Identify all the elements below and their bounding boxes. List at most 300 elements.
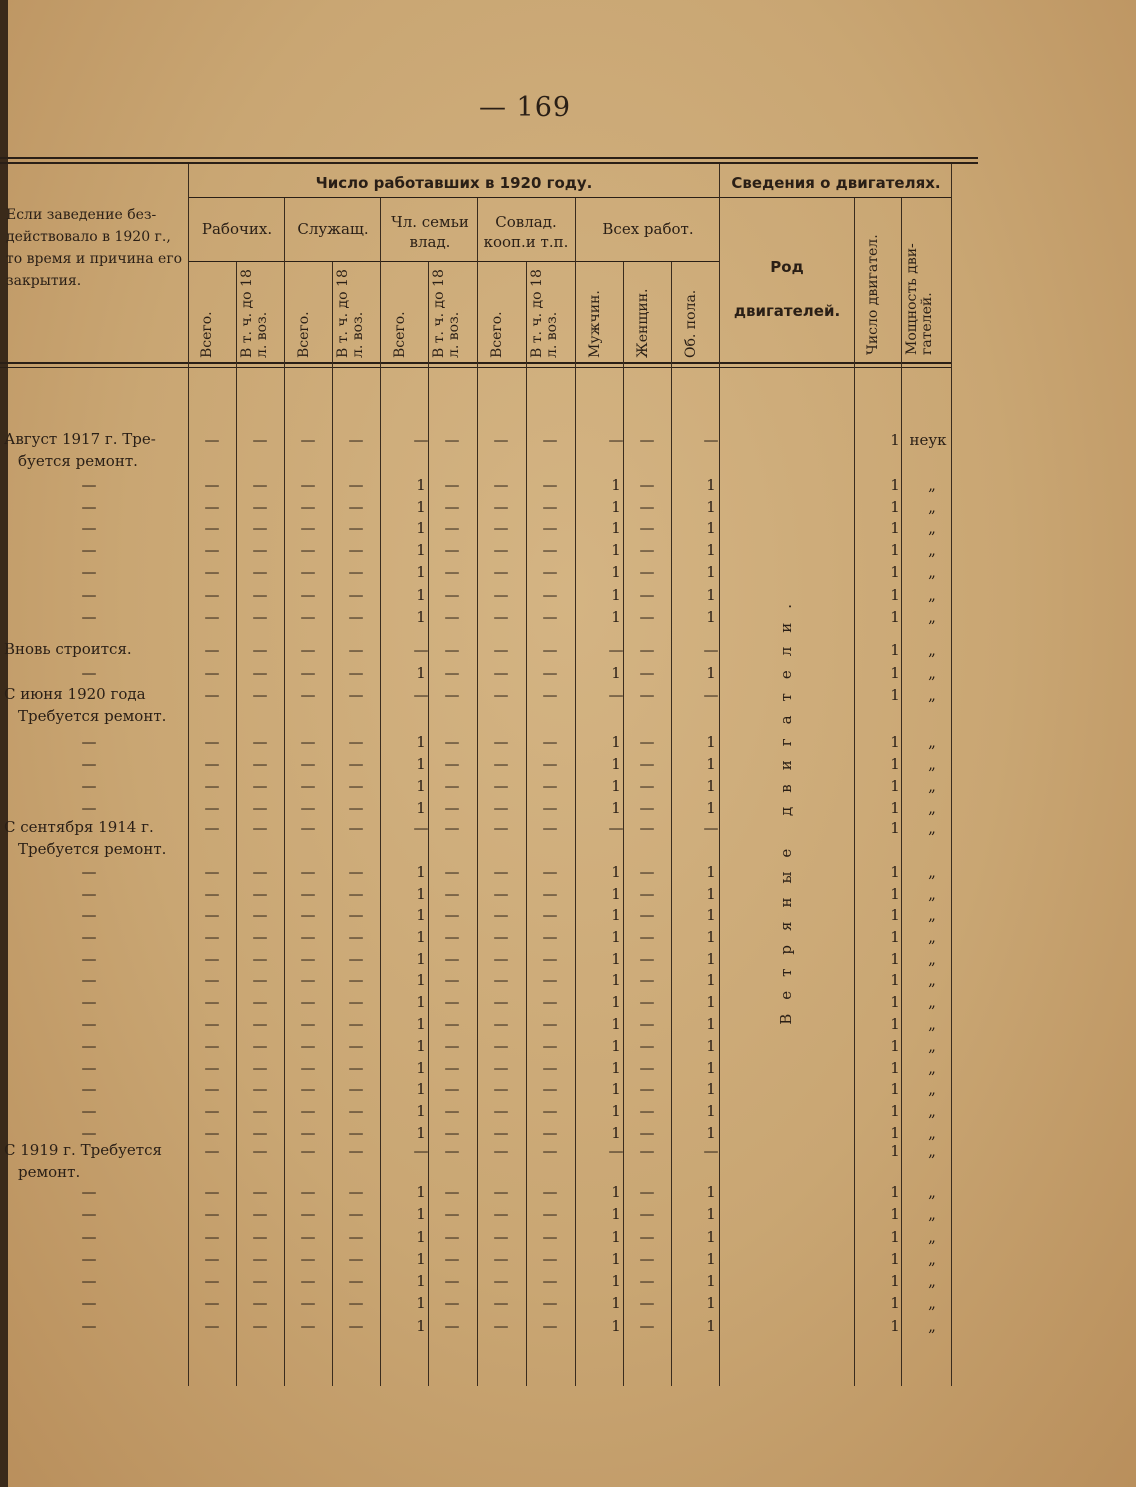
- table-cell: —: [204, 431, 220, 449]
- closure-note-line2: ремонт.: [18, 1163, 81, 1181]
- table-cell: —: [493, 777, 509, 795]
- table-cell: —: [444, 1015, 460, 1033]
- engine-count-cell: 1: [890, 799, 900, 817]
- rule-under-group: [188, 197, 952, 198]
- table-cell: —: [204, 608, 220, 626]
- table-cell: 1: [611, 1102, 621, 1120]
- engine-count-cell: 1: [890, 664, 900, 682]
- table-row: [0, 1102, 960, 1123]
- table-cell: —: [300, 541, 316, 559]
- table-cell: 1: [706, 476, 716, 494]
- table-cell: —: [348, 1037, 364, 1055]
- engine-power-cell: „: [928, 586, 936, 604]
- table-cell: —: [300, 799, 316, 817]
- table-cell: 1: [611, 1294, 621, 1312]
- engine-power-cell: „: [928, 1080, 936, 1098]
- table-cell: 1: [611, 799, 621, 817]
- closure-note-dash: —: [81, 1183, 97, 1201]
- table-cell: 1: [416, 950, 426, 968]
- table-cell: —: [639, 1037, 655, 1055]
- table-cell: —: [639, 586, 655, 604]
- table-cell: —: [348, 755, 364, 773]
- table-cell: —: [348, 863, 364, 881]
- table-cell: 1: [416, 733, 426, 751]
- engine-power-cell: „: [928, 1037, 936, 1055]
- table-cell: —: [300, 1294, 316, 1312]
- hdr-coowners-minors: В т. ч. до 18 л. воз.: [529, 269, 560, 358]
- table-cell: 1: [611, 1183, 621, 1201]
- table-cell: —: [639, 885, 655, 903]
- table-cell: —: [204, 1080, 220, 1098]
- closure-note-dash: —: [81, 906, 97, 924]
- table-cell: —: [444, 777, 460, 795]
- closure-note-dash: —: [81, 950, 97, 968]
- table-cell: —: [542, 863, 558, 881]
- table-row: [0, 541, 960, 562]
- table-cell: 1: [611, 1205, 621, 1223]
- engine-count-cell: 1: [890, 1294, 900, 1312]
- table-cell: —: [252, 498, 268, 516]
- engine-power-cell: „: [928, 1015, 936, 1033]
- table-cell: —: [703, 641, 719, 659]
- table-cell: —: [252, 1250, 268, 1268]
- table-cell: —: [252, 819, 268, 837]
- table-row: [0, 1317, 960, 1338]
- engine-power-cell: „: [928, 1124, 936, 1142]
- table-cell: —: [444, 563, 460, 581]
- table-row: [0, 685, 960, 725]
- engine-count-cell: 1: [890, 777, 900, 795]
- table-cell: 1: [416, 1228, 426, 1246]
- table-cell: —: [413, 431, 429, 449]
- table-cell: —: [204, 819, 220, 837]
- engine-power-cell: „: [928, 1102, 936, 1120]
- table-cell: —: [300, 431, 316, 449]
- table-cell: —: [444, 1317, 460, 1335]
- closure-note-dash: —: [81, 1037, 97, 1055]
- table-cell: —: [444, 993, 460, 1011]
- engine-power-cell: „: [928, 993, 936, 1011]
- table-cell: —: [348, 1142, 364, 1160]
- table-cell: 1: [611, 777, 621, 795]
- table-cell: —: [639, 431, 655, 449]
- table-cell: —: [493, 863, 509, 881]
- table-cell: —: [252, 641, 268, 659]
- closure-note-dash: —: [81, 476, 97, 494]
- engine-count-cell: 1: [890, 498, 900, 516]
- closure-note-dash: —: [81, 1272, 97, 1290]
- table-cell: —: [252, 1228, 268, 1246]
- table-cell: —: [204, 1037, 220, 1055]
- table-row: [0, 1059, 960, 1080]
- table-cell: —: [542, 777, 558, 795]
- table-cell: —: [252, 863, 268, 881]
- table-cell: 1: [416, 1102, 426, 1120]
- table-cell: —: [444, 799, 460, 817]
- table-cell: 1: [416, 885, 426, 903]
- table-cell: 1: [611, 1124, 621, 1142]
- table-cell: —: [252, 1102, 268, 1120]
- table-cell: —: [639, 519, 655, 537]
- engine-power-cell: „: [928, 563, 936, 581]
- engine-power-cell: „: [928, 863, 936, 881]
- table-cell: —: [348, 733, 364, 751]
- table-cell: 1: [706, 664, 716, 682]
- table-cell: —: [542, 906, 558, 924]
- engine-count-cell: 1: [890, 971, 900, 989]
- table-cell: —: [444, 1059, 460, 1077]
- table-cell: —: [348, 777, 364, 795]
- table-cell: —: [444, 1272, 460, 1290]
- table-cell: —: [204, 498, 220, 516]
- table-cell: —: [542, 1080, 558, 1098]
- hdr-both: Об. пола.: [683, 289, 699, 358]
- table-cell: —: [444, 586, 460, 604]
- table-cell: —: [444, 1037, 460, 1055]
- hdr-engine-count: Число двигател.: [865, 234, 881, 355]
- table-cell: —: [348, 1102, 364, 1120]
- table-cell: —: [204, 733, 220, 751]
- table-row: [0, 1272, 960, 1293]
- engine-count-cell: 1: [890, 906, 900, 924]
- table-cell: 1: [611, 498, 621, 516]
- table-cell: 1: [706, 906, 716, 924]
- table-cell: —: [639, 993, 655, 1011]
- engine-power-cell: „: [928, 799, 936, 817]
- table-cell: 1: [611, 755, 621, 773]
- table-cell: —: [300, 1272, 316, 1290]
- closure-note-dash: —: [81, 1228, 97, 1246]
- table-row: [0, 498, 960, 519]
- table-cell: —: [639, 863, 655, 881]
- table-cell: 1: [706, 799, 716, 817]
- engine-count-cell: 1: [890, 928, 900, 946]
- table-cell: —: [493, 799, 509, 817]
- table-cell: —: [252, 1037, 268, 1055]
- table-row: [0, 971, 960, 992]
- table-cell: —: [252, 1317, 268, 1335]
- table-cell: —: [493, 1037, 509, 1055]
- table-cell: —: [348, 1250, 364, 1268]
- engine-count-cell: 1: [890, 1183, 900, 1201]
- table-cell: —: [204, 1142, 220, 1160]
- table-cell: 1: [416, 1037, 426, 1055]
- table-cell: —: [300, 608, 316, 626]
- table-cell: —: [300, 733, 316, 751]
- table-cell: —: [348, 608, 364, 626]
- engine-power-cell: „: [928, 928, 936, 946]
- table-cell: —: [300, 1205, 316, 1223]
- table-cell: —: [639, 563, 655, 581]
- engine-count-cell: 1: [890, 1124, 900, 1142]
- table-cell: 1: [706, 1317, 716, 1335]
- table-cell: 1: [611, 906, 621, 924]
- closure-note-dash: —: [81, 863, 97, 881]
- table-cell: —: [542, 498, 558, 516]
- table-row: [0, 950, 960, 971]
- table-cell: —: [444, 1294, 460, 1312]
- table-cell: —: [542, 686, 558, 704]
- table-cell: 1: [611, 1250, 621, 1268]
- table-cell: —: [493, 563, 509, 581]
- closure-note-dash: —: [81, 1102, 97, 1120]
- table-cell: —: [444, 906, 460, 924]
- table-cell: —: [444, 1228, 460, 1246]
- engine-count-cell: 1: [890, 819, 900, 837]
- table-cell: —: [204, 1228, 220, 1246]
- hdr-workers-total: Всего.: [199, 311, 215, 358]
- table-cell: 1: [611, 863, 621, 881]
- table-cell: —: [493, 733, 509, 751]
- table-cell: 1: [416, 993, 426, 1011]
- engine-count-cell: 1: [890, 1142, 900, 1160]
- table-cell: —: [300, 1102, 316, 1120]
- closure-note-dash: —: [81, 1015, 97, 1033]
- table-cell: —: [639, 664, 655, 682]
- table-cell: —: [204, 906, 220, 924]
- table-cell: —: [348, 971, 364, 989]
- table-cell: —: [252, 928, 268, 946]
- table-cell: —: [639, 777, 655, 795]
- table-row: [0, 1205, 960, 1226]
- engine-count-cell: 1: [890, 1059, 900, 1077]
- table-cell: —: [204, 1294, 220, 1312]
- table-cell: —: [493, 1317, 509, 1335]
- table-cell: —: [300, 1080, 316, 1098]
- table-cell: 1: [706, 777, 716, 795]
- table-cell: —: [639, 641, 655, 659]
- table-cell: 1: [416, 928, 426, 946]
- table-cell: —: [444, 519, 460, 537]
- table-cell: —: [348, 1205, 364, 1223]
- table-cell: 1: [416, 563, 426, 581]
- closure-note-dash: —: [81, 664, 97, 682]
- closure-note-dash: —: [81, 586, 97, 604]
- table-cell: —: [444, 608, 460, 626]
- engine-count-cell: 1: [890, 1037, 900, 1055]
- table-cell: —: [639, 608, 655, 626]
- table-cell: —: [252, 1183, 268, 1201]
- table-cell: —: [204, 476, 220, 494]
- table-cell: 1: [706, 863, 716, 881]
- table-cell: —: [542, 755, 558, 773]
- table-row: [0, 1294, 960, 1315]
- closure-note-dash: —: [81, 799, 97, 817]
- table-cell: —: [639, 1250, 655, 1268]
- table-cell: —: [608, 641, 624, 659]
- table-cell: 1: [416, 1183, 426, 1201]
- engine-power-cell: „: [928, 498, 936, 516]
- table-cell: —: [703, 431, 719, 449]
- table-cell: —: [542, 1037, 558, 1055]
- table-cell: —: [348, 519, 364, 537]
- table-cell: —: [542, 1142, 558, 1160]
- rule-under-header: [0, 362, 952, 364]
- table-cell: —: [204, 799, 220, 817]
- table-cell: 1: [611, 1015, 621, 1033]
- table-cell: —: [204, 1124, 220, 1142]
- table-cell: —: [300, 993, 316, 1011]
- table-cell: —: [542, 1250, 558, 1268]
- table-cell: —: [493, 1102, 509, 1120]
- table-row: [0, 430, 960, 470]
- table-cell: 1: [611, 1080, 621, 1098]
- table-cell: —: [542, 541, 558, 559]
- table-cell: —: [639, 755, 655, 773]
- table-cell: —: [348, 586, 364, 604]
- table-cell: 1: [706, 950, 716, 968]
- engine-count-cell: 1: [890, 1250, 900, 1268]
- closure-note-dash: —: [81, 1059, 97, 1077]
- table-cell: 1: [416, 498, 426, 516]
- closure-note-dash: —: [81, 1080, 97, 1098]
- table-cell: —: [300, 755, 316, 773]
- table-row: [0, 1250, 960, 1271]
- table-cell: —: [639, 1015, 655, 1033]
- engine-count-cell: 1: [890, 993, 900, 1011]
- table-cell: —: [639, 476, 655, 494]
- closure-note-line2: буется ремонт.: [18, 452, 138, 470]
- table-cell: —: [300, 586, 316, 604]
- table-cell: —: [300, 498, 316, 516]
- table-cell: —: [252, 799, 268, 817]
- table-row: [0, 1015, 960, 1036]
- engine-power-cell: „: [928, 1142, 936, 1160]
- table-cell: —: [542, 971, 558, 989]
- engine-power-cell: „: [928, 755, 936, 773]
- table-cell: 1: [611, 1272, 621, 1290]
- table-cell: —: [639, 1205, 655, 1223]
- table-cell: —: [252, 476, 268, 494]
- engine-count-cell: 1: [890, 1272, 900, 1290]
- hdr-men: Мужчин.: [587, 290, 603, 358]
- table-cell: 1: [611, 563, 621, 581]
- table-cell: —: [493, 1294, 509, 1312]
- table-cell: —: [252, 1080, 268, 1098]
- table-row: [0, 733, 960, 754]
- engine-power-cell: „: [928, 950, 936, 968]
- table-cell: —: [542, 1183, 558, 1201]
- table-cell: 1: [611, 1228, 621, 1246]
- table-cell: 1: [611, 950, 621, 968]
- table-cell: —: [300, 641, 316, 659]
- table-cell: —: [639, 950, 655, 968]
- table-cell: 1: [416, 1317, 426, 1335]
- table-cell: —: [348, 686, 364, 704]
- table-cell: —: [542, 733, 558, 751]
- table-cell: —: [639, 819, 655, 837]
- table-cell: —: [252, 777, 268, 795]
- table-cell: —: [444, 498, 460, 516]
- table-cell: 1: [706, 971, 716, 989]
- table-row: [0, 1228, 960, 1249]
- table-cell: —: [608, 819, 624, 837]
- table-cell: —: [444, 1102, 460, 1120]
- table-cell: —: [542, 1059, 558, 1077]
- table-cell: —: [252, 1294, 268, 1312]
- table-cell: —: [348, 1294, 364, 1312]
- closure-note: С июня 1920 года: [4, 685, 146, 703]
- engine-count-cell: 1: [890, 755, 900, 773]
- table-cell: —: [300, 950, 316, 968]
- table-cell: —: [444, 1080, 460, 1098]
- engine-count-cell: 1: [890, 563, 900, 581]
- table-cell: —: [542, 885, 558, 903]
- table-row: [0, 818, 960, 858]
- table-cell: —: [413, 819, 429, 837]
- table-cell: —: [252, 950, 268, 968]
- table-cell: —: [348, 1272, 364, 1290]
- table-cell: 1: [706, 608, 716, 626]
- table-cell: 1: [706, 733, 716, 751]
- table-cell: —: [444, 641, 460, 659]
- table-cell: 1: [706, 1124, 716, 1142]
- table-cell: —: [542, 928, 558, 946]
- table-cell: —: [348, 993, 364, 1011]
- engine-count-cell: 1: [890, 541, 900, 559]
- engine-power-cell: „: [928, 819, 936, 837]
- engine-power-cell: „: [928, 519, 936, 537]
- engine-count-cell: 1: [890, 863, 900, 881]
- table-cell: —: [639, 928, 655, 946]
- engine-count-cell: 1: [890, 519, 900, 537]
- engine-power-cell: „: [928, 608, 936, 626]
- table-cell: 1: [416, 1250, 426, 1268]
- table-cell: —: [608, 1142, 624, 1160]
- table-cell: —: [493, 950, 509, 968]
- table-cell: —: [444, 541, 460, 559]
- table-cell: —: [542, 1205, 558, 1223]
- table-cell: —: [252, 608, 268, 626]
- closure-note-line2: Требуется ремонт.: [18, 707, 167, 725]
- table-cell: —: [444, 971, 460, 989]
- table-cell: —: [348, 641, 364, 659]
- table-cell: —: [493, 1228, 509, 1246]
- table-cell: —: [300, 819, 316, 837]
- table-cell: 1: [416, 1205, 426, 1223]
- engine-power-cell: „: [928, 476, 936, 494]
- table-cell: —: [639, 1228, 655, 1246]
- table-cell: —: [493, 755, 509, 773]
- table-cell: —: [542, 1124, 558, 1142]
- table-cell: —: [348, 1317, 364, 1335]
- header-group-title: Число работавших в 1920 году.: [315, 174, 593, 192]
- table-cell: 1: [416, 1080, 426, 1098]
- table-cell: —: [348, 498, 364, 516]
- engine-count-cell: 1: [890, 1317, 900, 1335]
- table-cell: —: [493, 498, 509, 516]
- table-cell: —: [204, 950, 220, 968]
- table-cell: —: [493, 1124, 509, 1142]
- hdr-family-total: Всего.: [392, 311, 408, 358]
- table-cell: —: [639, 1142, 655, 1160]
- table-cell: 1: [416, 586, 426, 604]
- table-cell: —: [204, 586, 220, 604]
- table-cell: 1: [611, 993, 621, 1011]
- table-cell: —: [204, 541, 220, 559]
- table-cell: 1: [416, 541, 426, 559]
- table-cell: —: [542, 664, 558, 682]
- hdr-employees-minors: В т. ч. до 18 л. воз.: [335, 269, 366, 358]
- table-cell: 1: [706, 519, 716, 537]
- table-cell: —: [639, 799, 655, 817]
- table-cell: —: [493, 906, 509, 924]
- table-cell: —: [493, 519, 509, 537]
- table-cell: —: [204, 777, 220, 795]
- table-cell: —: [348, 1183, 364, 1201]
- table-cell: —: [444, 1142, 460, 1160]
- table-cell: 1: [706, 1102, 716, 1120]
